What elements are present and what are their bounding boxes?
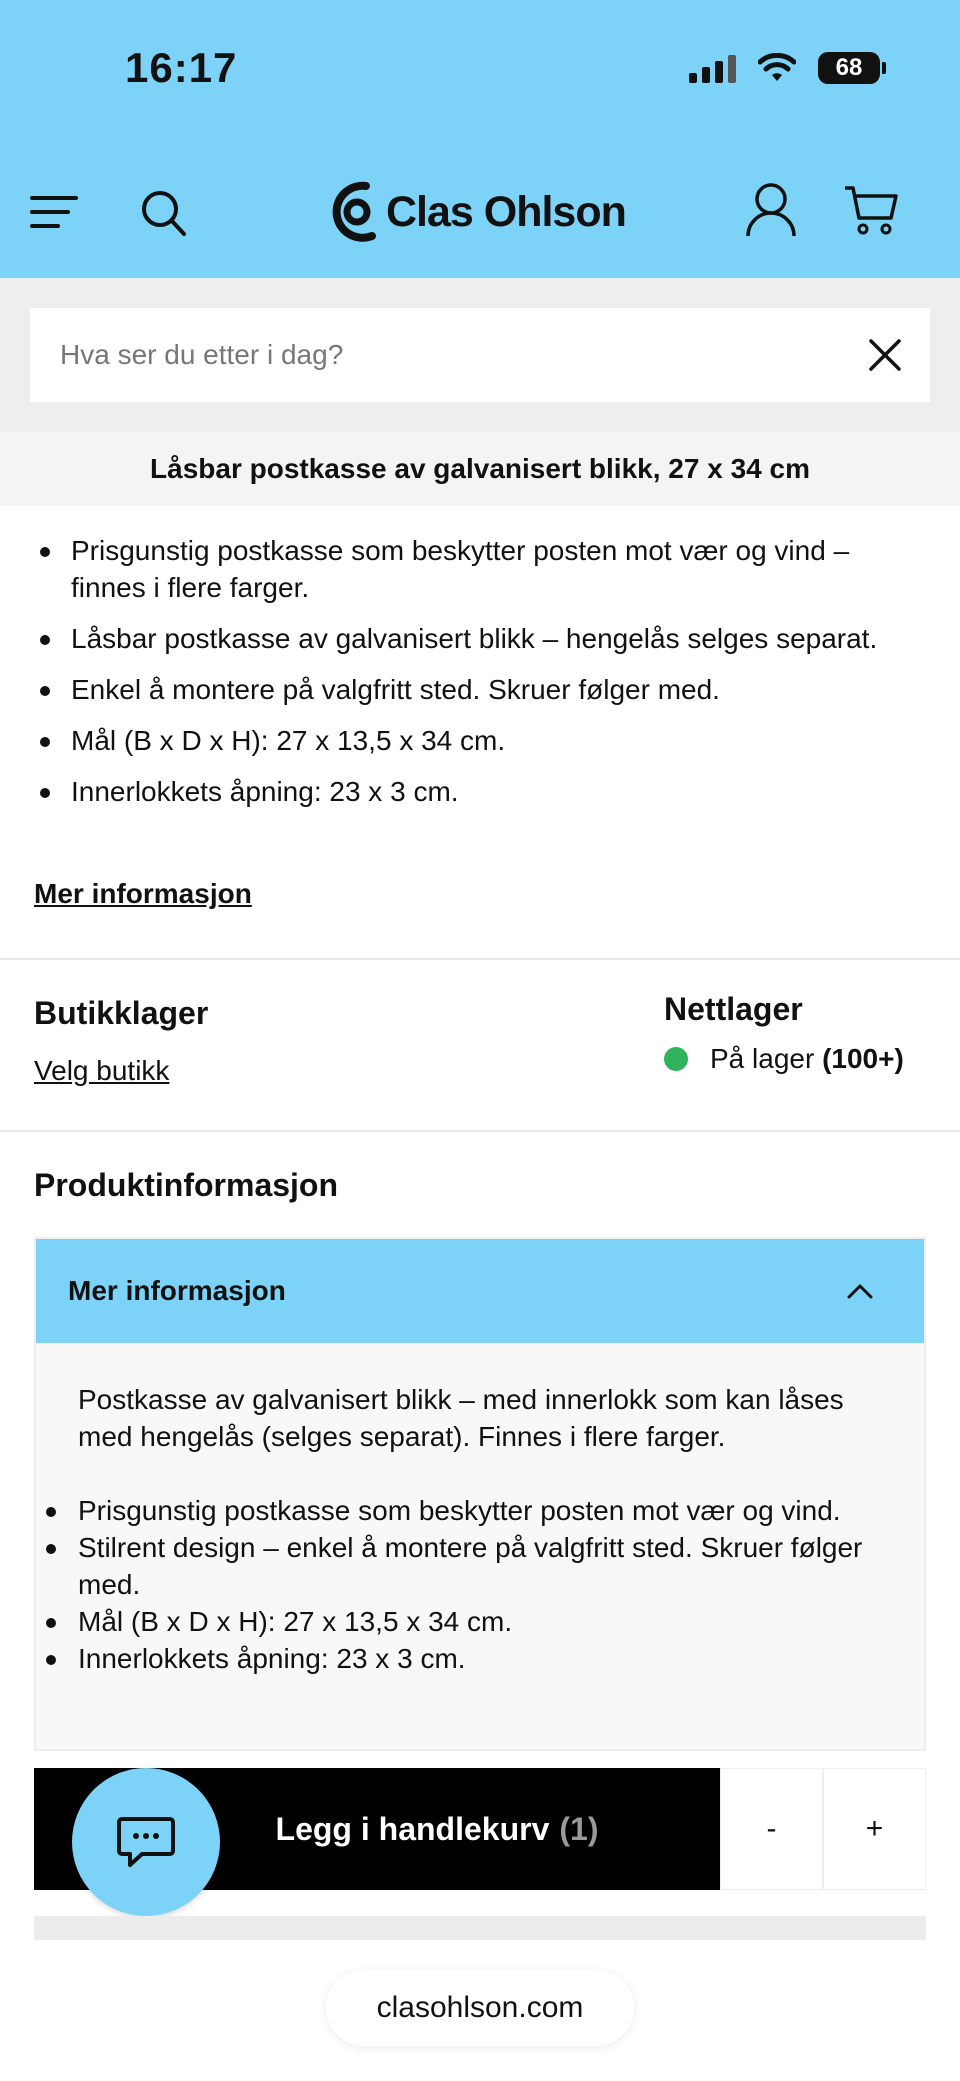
cart-icon[interactable] — [843, 184, 899, 236]
chevron-up-icon[interactable] — [846, 1282, 874, 1300]
content-strip — [34, 1916, 926, 1940]
product-info-title: Produktinformasjon — [34, 1167, 339, 1203]
search-box — [30, 308, 930, 402]
browser-url-bar[interactable]: clasohlson.com — [326, 1970, 634, 2046]
add-to-cart-label: Legg i handlekurv — [275, 1810, 550, 1847]
more-info-accordion — [34, 1237, 926, 1751]
in-stock-indicator — [664, 1047, 688, 1071]
menu-icon[interactable] — [30, 192, 80, 232]
list-item: Prisgunstig postkasse som beskytter posten mot vær og vind – finnes i flere farger. — [34, 532, 924, 606]
web-stock-status — [664, 1043, 904, 1075]
list-item: Enkel å montere på valgfritt sted. Skruer følger med. — [34, 671, 924, 708]
store-stock-title: Butikklager — [34, 995, 209, 1031]
account-icon[interactable] — [745, 182, 797, 238]
divider — [0, 958, 960, 960]
stock-status-text: På lager — [710, 1043, 815, 1074]
decrease-quantity-button[interactable]: - — [720, 1768, 823, 1890]
brand-logo[interactable] — [330, 180, 626, 244]
choose-store-link[interactable]: Velg butikk — [34, 1055, 170, 1086]
status-time: 16:17 — [125, 44, 238, 91]
accordion-body — [36, 1343, 924, 1677]
list-item: Låsbar postkasse av galvanisert blikk – hengelås selges separat. — [34, 620, 924, 657]
chat-button[interactable] — [72, 1768, 220, 1916]
nav-row — [0, 170, 960, 260]
product-description: Postkasse av galvanisert blikk – med innerlokk som kan låses med hengelås (selges separat). Finnes i flere farger. — [78, 1384, 844, 1452]
stock-count: (100+) — [822, 1043, 904, 1074]
product-info-list — [40, 1492, 884, 1677]
list-item: Mål (B x D x H): 27 x 13,5 x 34 cm. — [34, 722, 924, 759]
list-item: Innerlokkets åpning: 23 x 3 cm. — [40, 1640, 884, 1677]
increase-quantity-button[interactable]: + — [823, 1768, 926, 1890]
list-item: Stilrent design – enkel å montere på valgfritt sted. Skruer følger med. — [40, 1529, 884, 1603]
close-icon[interactable] — [868, 338, 902, 372]
signal-icon — [689, 53, 736, 83]
search-input[interactable] — [60, 308, 840, 402]
list-item: Mål (B x D x H): 27 x 13,5 x 34 cm. — [40, 1603, 884, 1640]
accordion-header[interactable] — [36, 1239, 924, 1343]
more-info-link[interactable]: Mer informasjon — [34, 878, 252, 909]
web-stock-title: Nettlager — [664, 991, 803, 1027]
app-header — [0, 0, 960, 278]
product-highlights — [34, 532, 924, 824]
cart-count: (1) — [559, 1810, 599, 1847]
list-item: Prisgunstig postkasse som beskytter posten mot vær og vind. — [40, 1492, 884, 1529]
chat-icon — [116, 1815, 176, 1869]
product-title: Låsbar postkasse av galvanisert blikk, 27 x 34 cm — [0, 432, 960, 506]
accordion-label: Mer informasjon — [68, 1275, 286, 1306]
wifi-icon — [758, 53, 796, 83]
status-icons — [689, 52, 880, 84]
divider — [0, 1130, 960, 1132]
logo-icon — [330, 180, 378, 244]
battery-icon: 68 — [818, 52, 880, 84]
list-item: Innerlokkets åpning: 23 x 3 cm. — [34, 773, 924, 810]
search-icon[interactable] — [140, 188, 188, 238]
search-section — [0, 278, 960, 432]
brand-name: Clas Ohlson — [386, 187, 626, 236]
